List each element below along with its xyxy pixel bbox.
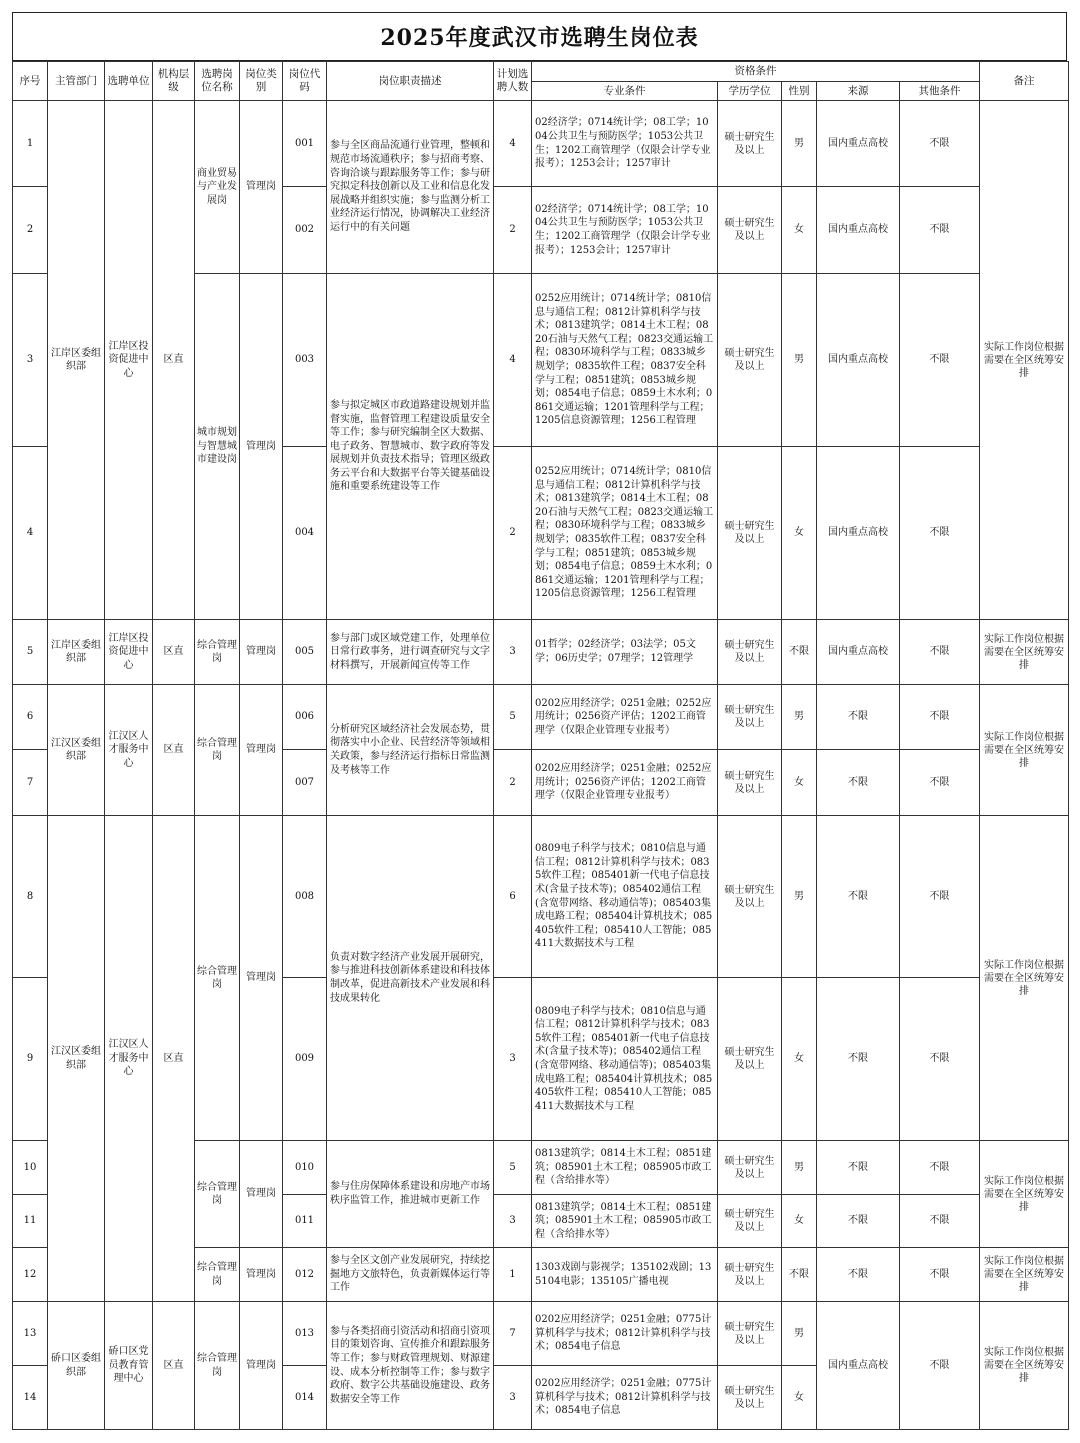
- source-cell: 不限: [817, 685, 900, 750]
- count-cell: 5: [494, 1141, 532, 1195]
- post-code-cell: 013: [283, 1302, 327, 1366]
- duty-cell: 参与拟定城区市政道路建设规划并监督实施，监督管理工程建设质量安全等工作；参与研究编制全区大数据、电子政务、智慧城市、数字政府等发展规划并负责技术指导；管理区级政务云平台和大数据平台等关键基础设施和重要系统建设等工作: [327, 274, 494, 620]
- other-cell: 不限: [900, 1195, 980, 1248]
- post-type-cell: 管理岗: [240, 1141, 283, 1248]
- seq-cell: 6: [13, 685, 48, 750]
- post-code-cell: 004: [283, 447, 327, 620]
- header-seq: 序号: [13, 62, 48, 101]
- header-post-type: 岗位类别: [240, 62, 283, 101]
- gender-cell: 女: [782, 1366, 817, 1430]
- post-type-cell: 管理岗: [240, 816, 283, 1141]
- edu-cell: 硕士研究生及以上: [718, 685, 782, 750]
- gender-cell: 女: [782, 187, 817, 274]
- duty-cell: 参与全区文创产业发展研究，持续挖掘地方文旅特色，负责新媒体运行等工作: [327, 1248, 494, 1302]
- edu-cell: 硕士研究生及以上: [718, 1195, 782, 1248]
- count-cell: 7: [494, 1302, 532, 1366]
- other-cell: 不限: [900, 447, 980, 620]
- header-level: 机构层级: [153, 62, 195, 101]
- other-cell: 不限: [900, 816, 980, 978]
- count-cell: 4: [494, 101, 532, 187]
- source-cell: 国内重点高校: [817, 274, 900, 447]
- header-duty: 岗位职责描述: [327, 62, 494, 101]
- major-cell: 0202应用经济学；0251金融；0775计算机科学与技术；0812计算机科学与技术；0854电子信息: [532, 1302, 718, 1366]
- level-cell: 区直: [153, 816, 195, 1302]
- source-cell: 不限: [817, 750, 900, 816]
- count-cell: 5: [494, 685, 532, 750]
- gender-cell: 男: [782, 101, 817, 187]
- count-cell: 3: [494, 1366, 532, 1430]
- major-cell: 0809电子科学与技术；0810信息与通信工程；0812计算机科学与技术；0835软件工程；085401新一代电子信息技术(含量子技术等)；085402通信工程(含宽带网络、移动通信等)；085403集成电路工程；085404计算机技术；085405软件工程；085410人工智能；085411大数据技术与工程: [532, 816, 718, 978]
- seq-cell: 10: [13, 1141, 48, 1195]
- other-cell: 不限: [900, 274, 980, 447]
- duty-cell: 参与部门或区域党建工作，处理单位日常行政事务，进行调查研究与文字材料撰写，开展新闻宣传等工作: [327, 620, 494, 685]
- duty-cell: 分析研究区域经济社会发展态势，贯彻落实中小企业、民营经济等领域相关政策，参与经济运行指标日常监测及考核等工作: [327, 685, 494, 816]
- edu-cell: 硕士研究生及以上: [718, 1248, 782, 1302]
- major-cell: 0202应用经济学；0251金融；0775计算机科学与技术；0812计算机科学与技术；0854电子信息: [532, 1366, 718, 1430]
- table-row: [13, 620, 1069, 685]
- seq-cell: 7: [13, 750, 48, 816]
- major-cell: 0809电子科学与技术；0810信息与通信工程；0812计算机科学与技术；0835软件工程；085401新一代电子信息技术(含量子技术等)；085402通信工程(含宽带网络、移动通信等)；085403集成电路工程；085404计算机技术；085405软件工程；085410人工智能；085411大数据技术与工程: [532, 978, 718, 1141]
- edu-cell: 硕士研究生及以上: [718, 447, 782, 620]
- gender-cell: 男: [782, 1141, 817, 1195]
- post-code-cell: 007: [283, 750, 327, 816]
- gender-cell: 不限: [782, 620, 817, 685]
- major-cell: 0252应用统计；0714统计学；0810信息与通信工程；0812计算机科学与技术；0813建筑学；0814土木工程；0820石油与天然气工程；0823交通运输工程；0830环境科学与工程；0833城乡规划学；0835软件工程；0837安全科学与工程；0851建筑；0853城乡规划；0854电子信息；0859土木水利；0861交通运输；1201管理科学与工程；1205信息资源管理；1256工程管理: [532, 274, 718, 447]
- other-cell: 不限: [900, 1141, 980, 1195]
- post-code-cell: 014: [283, 1366, 327, 1430]
- dept-cell: 江岸区委组织部: [48, 101, 105, 620]
- post-type-cell: 管理岗: [240, 620, 283, 685]
- post-type-cell: 管理岗: [240, 101, 283, 274]
- post-name-cell: 综合管理岗: [195, 1141, 240, 1248]
- table-row: [13, 101, 1069, 187]
- post-name-cell: 商业贸易与产业发展岗: [195, 101, 240, 274]
- post-type-cell: 管理岗: [240, 274, 283, 620]
- table-row: [13, 1302, 1069, 1366]
- post-code-cell: 002: [283, 187, 327, 274]
- seq-cell: 2: [13, 187, 48, 274]
- level-cell: 区直: [153, 685, 195, 816]
- table-row: [13, 816, 1069, 978]
- post-type-cell: 管理岗: [240, 1302, 283, 1430]
- seq-cell: 4: [13, 447, 48, 620]
- seq-cell: 1: [13, 101, 48, 187]
- source-cell: 国内重点高校: [817, 620, 900, 685]
- note-cell: 实际工作岗位根据需要在全区统筹安排: [980, 1302, 1069, 1430]
- major-cell: 0813建筑学；0814土木工程；0851建筑；085901土木工程；085905市政工程（含给排水等）: [532, 1141, 718, 1195]
- edu-cell: 硕士研究生及以上: [718, 274, 782, 447]
- count-cell: 6: [494, 816, 532, 978]
- source-cell: 不限: [817, 816, 900, 978]
- gender-cell: 男: [782, 685, 817, 750]
- seq-cell: 14: [13, 1366, 48, 1430]
- post-type-cell: 管理岗: [240, 1248, 283, 1302]
- source-cell: 不限: [817, 1195, 900, 1248]
- edu-cell: 硕士研究生及以上: [718, 101, 782, 187]
- source-cell: 国内重点高校: [817, 187, 900, 274]
- edu-cell: 硕士研究生及以上: [718, 1302, 782, 1366]
- post-name-cell: 综合管理岗: [195, 1248, 240, 1302]
- level-cell: 区直: [153, 1302, 195, 1430]
- post-code-cell: 012: [283, 1248, 327, 1302]
- header-post-name: 选聘岗位名称: [195, 62, 240, 101]
- dept-cell: 江汉区委组织部: [48, 816, 105, 1302]
- header-dept: 主管部门: [48, 62, 105, 101]
- header-major: 专业条件: [532, 82, 718, 101]
- gender-cell: 女: [782, 447, 817, 620]
- duty-cell: 参与全区商品流通行业管理，整顿和规范市场流通秩序；参与招商考察、咨询洽谈与跟踪服务等工作；参与研究拟定科技创新以及工业和信息化发展战略并组织实施；参与监测分析工业经济运行情况，协调解决工业经济运行中的有关问题: [327, 101, 494, 274]
- unit-cell: 江汉区人才服务中心: [105, 685, 153, 816]
- note-cell: 实际工作岗位根据需要在全区统筹安排: [980, 1141, 1069, 1248]
- unit-cell: 江汉区人才服务中心: [105, 816, 153, 1302]
- header-note: 备注: [980, 62, 1069, 101]
- major-cell: 0813建筑学；0814土木工程；0851建筑；085901土木工程；085905市政工程（含给排水等）: [532, 1195, 718, 1248]
- other-cell: 不限: [900, 978, 980, 1141]
- post-name-cell: 综合管理岗: [195, 620, 240, 685]
- source-cell: 国内重点高校: [817, 101, 900, 187]
- source-cell: 不限: [817, 1248, 900, 1302]
- count-cell: 2: [494, 750, 532, 816]
- post-code-cell: 005: [283, 620, 327, 685]
- seq-cell: 12: [13, 1248, 48, 1302]
- edu-cell: 硕士研究生及以上: [718, 750, 782, 816]
- other-cell: 不限: [900, 750, 980, 816]
- post-code-cell: 003: [283, 274, 327, 447]
- dept-cell: 硚口区委组织部: [48, 1302, 105, 1430]
- duty-cell: 参与住房保障体系建设和房地产市场秩序监管工作，推进城市更新工作: [327, 1141, 494, 1248]
- seq-cell: 5: [13, 620, 48, 685]
- major-cell: 0202应用经济学；0251金融；0252应用统计；0256资产评估；1202工商管理学（仅限企业管理专业报考）: [532, 685, 718, 750]
- header-row: [13, 62, 1069, 82]
- post-code-cell: 009: [283, 978, 327, 1141]
- seq-cell: 13: [13, 1302, 48, 1366]
- post-name-cell: 综合管理岗: [195, 1302, 240, 1430]
- unit-cell: 硚口区党员教育管理中心: [105, 1302, 153, 1430]
- edu-cell: 硕士研究生及以上: [718, 620, 782, 685]
- major-cell: 0202应用经济学；0251金融；0252应用统计；0256资产评估；1202工商管理学（仅限企业管理专业报考）: [532, 750, 718, 816]
- edu-cell: 硕士研究生及以上: [718, 816, 782, 978]
- header-qualification: 资格条件: [532, 62, 980, 82]
- post-code-cell: 001: [283, 101, 327, 187]
- edu-cell: 硕士研究生及以上: [718, 1366, 782, 1430]
- gender-cell: 不限: [782, 1248, 817, 1302]
- level-cell: 区直: [153, 101, 195, 620]
- dept-cell: 江汉区委组织部: [48, 685, 105, 816]
- seq-cell: 11: [13, 1195, 48, 1248]
- level-cell: 区直: [153, 620, 195, 685]
- post-name-cell: 城市规划与智慧城市建设岗: [195, 274, 240, 620]
- job-table-sheet: [12, 12, 1068, 1440]
- header-count: 计划选聘人数: [494, 62, 532, 101]
- table-row: [13, 685, 1069, 750]
- edu-cell: 硕士研究生及以上: [718, 978, 782, 1141]
- page-title: 2025年度武汉市选聘生岗位表: [12, 12, 1067, 61]
- gender-cell: 男: [782, 816, 817, 978]
- other-cell: 不限: [900, 620, 980, 685]
- gender-cell: 男: [782, 274, 817, 447]
- gender-cell: 男: [782, 1302, 817, 1366]
- note-cell: 实际工作岗位根据需要在全区统筹安排: [980, 685, 1069, 816]
- post-code-cell: 011: [283, 1195, 327, 1248]
- count-cell: 1: [494, 1248, 532, 1302]
- count-cell: 3: [494, 1195, 532, 1248]
- post-name-cell: 综合管理岗: [195, 816, 240, 1141]
- major-cell: 1303戏剧与影视学；135102戏剧；135104电影；135105广播电视: [532, 1248, 718, 1302]
- header-source: 来源: [817, 82, 900, 101]
- duty-cell: 负责对数字经济产业发展开展研究，参与推进科技创新体系建设和科技体制改革，促进高新技术产业发展和科技成果转化: [327, 816, 494, 1141]
- count-cell: 4: [494, 274, 532, 447]
- other-cell: 不限: [900, 187, 980, 274]
- count-cell: 3: [494, 620, 532, 685]
- post-type-cell: 管理岗: [240, 685, 283, 816]
- edu-cell: 硕士研究生及以上: [718, 1141, 782, 1195]
- seq-cell: 8: [13, 816, 48, 978]
- major-cell: 02经济学；0714统计学；08工学；1004公共卫生与预防医学；1053公共卫生；1202工商管理学（仅限会计学专业报考）；1253会计；1257审计: [532, 187, 718, 274]
- note-cell: 实际工作岗位根据需要在全区统筹安排: [980, 101, 1069, 620]
- note-cell: 实际工作岗位根据需要在全区统筹安排: [980, 1248, 1069, 1302]
- header-other: 其他条件: [900, 82, 980, 101]
- post-code-cell: 010: [283, 1141, 327, 1195]
- seq-cell: 3: [13, 274, 48, 447]
- other-cell: 不限: [900, 1302, 980, 1430]
- header-gender: 性别: [782, 82, 817, 101]
- source-cell: 不限: [817, 1141, 900, 1195]
- post-name-cell: 综合管理岗: [195, 685, 240, 816]
- unit-cell: 江岸区投资促进中心: [105, 101, 153, 620]
- source-cell: 国内重点高校: [817, 447, 900, 620]
- gender-cell: 女: [782, 978, 817, 1141]
- major-cell: 01哲学；02经济学；03法学；05文学；06历史学；07理学；12管理学: [532, 620, 718, 685]
- unit-cell: 江岸区投资促进中心: [105, 620, 153, 685]
- count-cell: 2: [494, 187, 532, 274]
- note-cell: 实际工作岗位根据需要在全区统筹安排: [980, 816, 1069, 1141]
- other-cell: 不限: [900, 1248, 980, 1302]
- header-post-code: 岗位代码: [283, 62, 327, 101]
- other-cell: 不限: [900, 685, 980, 750]
- other-cell: 不限: [900, 101, 980, 187]
- note-cell: 实际工作岗位根据需要在全区统筹安排: [980, 620, 1069, 685]
- duty-cell: 参与各类招商引资活动和招商引资项目的策划咨询、宣传推介和跟踪服务等工作；参与财政管理规划、财源建设、成本分析控制等工作；参与数字政府、数字公共基础设施建设、政务数据安全等工作: [327, 1302, 494, 1430]
- major-cell: 02经济学；0714统计学；08工学；1004公共卫生与预防医学；1053公共卫生；1202工商管理学（仅限会计学专业报考）；1253会计；1257审计: [532, 101, 718, 187]
- major-cell: 0252应用统计；0714统计学；0810信息与通信工程；0812计算机科学与技术；0813建筑学；0814土木工程；0820石油与天然气工程；0823交通运输工程；0830环境科学与工程；0833城乡规划学；0835软件工程；0837安全科学与工程；0851建筑；0853城乡规划；0854电子信息；0859土木水利；0861交通运输；1201管理科学与工程；1205信息资源管理；1256工程管理: [532, 447, 718, 620]
- dept-cell: 江岸区委组织部: [48, 620, 105, 685]
- header-unit: 选聘单位: [105, 62, 153, 101]
- header-edu: 学历学位: [718, 82, 782, 101]
- edu-cell: 硕士研究生及以上: [718, 187, 782, 274]
- positions-table: [12, 61, 1069, 1430]
- count-cell: 3: [494, 978, 532, 1141]
- source-cell: 不限: [817, 978, 900, 1141]
- post-code-cell: 006: [283, 685, 327, 750]
- count-cell: 2: [494, 447, 532, 620]
- gender-cell: 女: [782, 750, 817, 816]
- source-cell: 国内重点高校: [817, 1302, 900, 1430]
- post-code-cell: 008: [283, 816, 327, 978]
- gender-cell: 女: [782, 1195, 817, 1248]
- seq-cell: 9: [13, 978, 48, 1141]
